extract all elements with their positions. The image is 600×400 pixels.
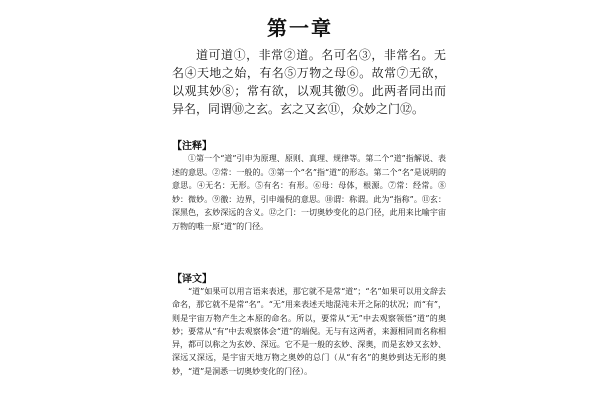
translation-paragraph: “道”如果可以用言语来表述，那它就不是常“道”；“名”如果可以用文辞去命名，那它就不是常“名”。“无”用来表述天地混沌未开之际的状况；而“有”，则是宇宙万物产生之本原的命名。所以，要常从“无”中去观察领悟“道”的奥妙；要常从“有”中去观察体会“道”的端倪。无与有这两者，来源相同而名称相异，都可以称之为玄妙、深远。它不是一般的玄妙、深奥，而是玄妙又玄妙、深远又深远，是宇宙天地万物之奥妙的总门（从“有名”的奥妙到达无形的奥妙，“道”是洞悉一切奥妙变化的门径）。 bbox=[172, 287, 446, 376]
translation-body bbox=[172, 285, 446, 378]
notes-body bbox=[172, 152, 446, 233]
main-text bbox=[172, 46, 446, 118]
notes-paragraph: ①第一个“道”引申为原理、原则、真理、规律等。第二个“道”指解说、表述的意思。②常：一般的。③第一个“名”指“道”的形态。第二个“名”是说明的意思。④无名：无形。⑤有名：有形。⑥母：母体，根源。⑦常：经常。⑧妙：微妙。⑨徼：边界，引申端倪的意思。⑩谓：称谓。此为“指称”。⑪玄：深黑色，玄妙深远的含义。⑫之门：一切奥妙变化的总门径，此用来比喻宇宙万物的唯一原“道”的门径。 bbox=[172, 154, 446, 231]
notes-heading: 【注释】 bbox=[172, 141, 212, 152]
main-paragraph: 道可道①，非常②道。名可名③，非常名。无名④天地之始，有名⑤万物之母⑥。故常⑦无欲，以观其妙⑧；常有欲，以观其徼⑨。此两者同出而异名，同谓⑩之玄。玄之又玄⑪，众妙之门⑫。 bbox=[172, 48, 446, 116]
chapter-title: 第一章 bbox=[267, 16, 333, 40]
translation-heading: 【译文】 bbox=[172, 274, 212, 285]
